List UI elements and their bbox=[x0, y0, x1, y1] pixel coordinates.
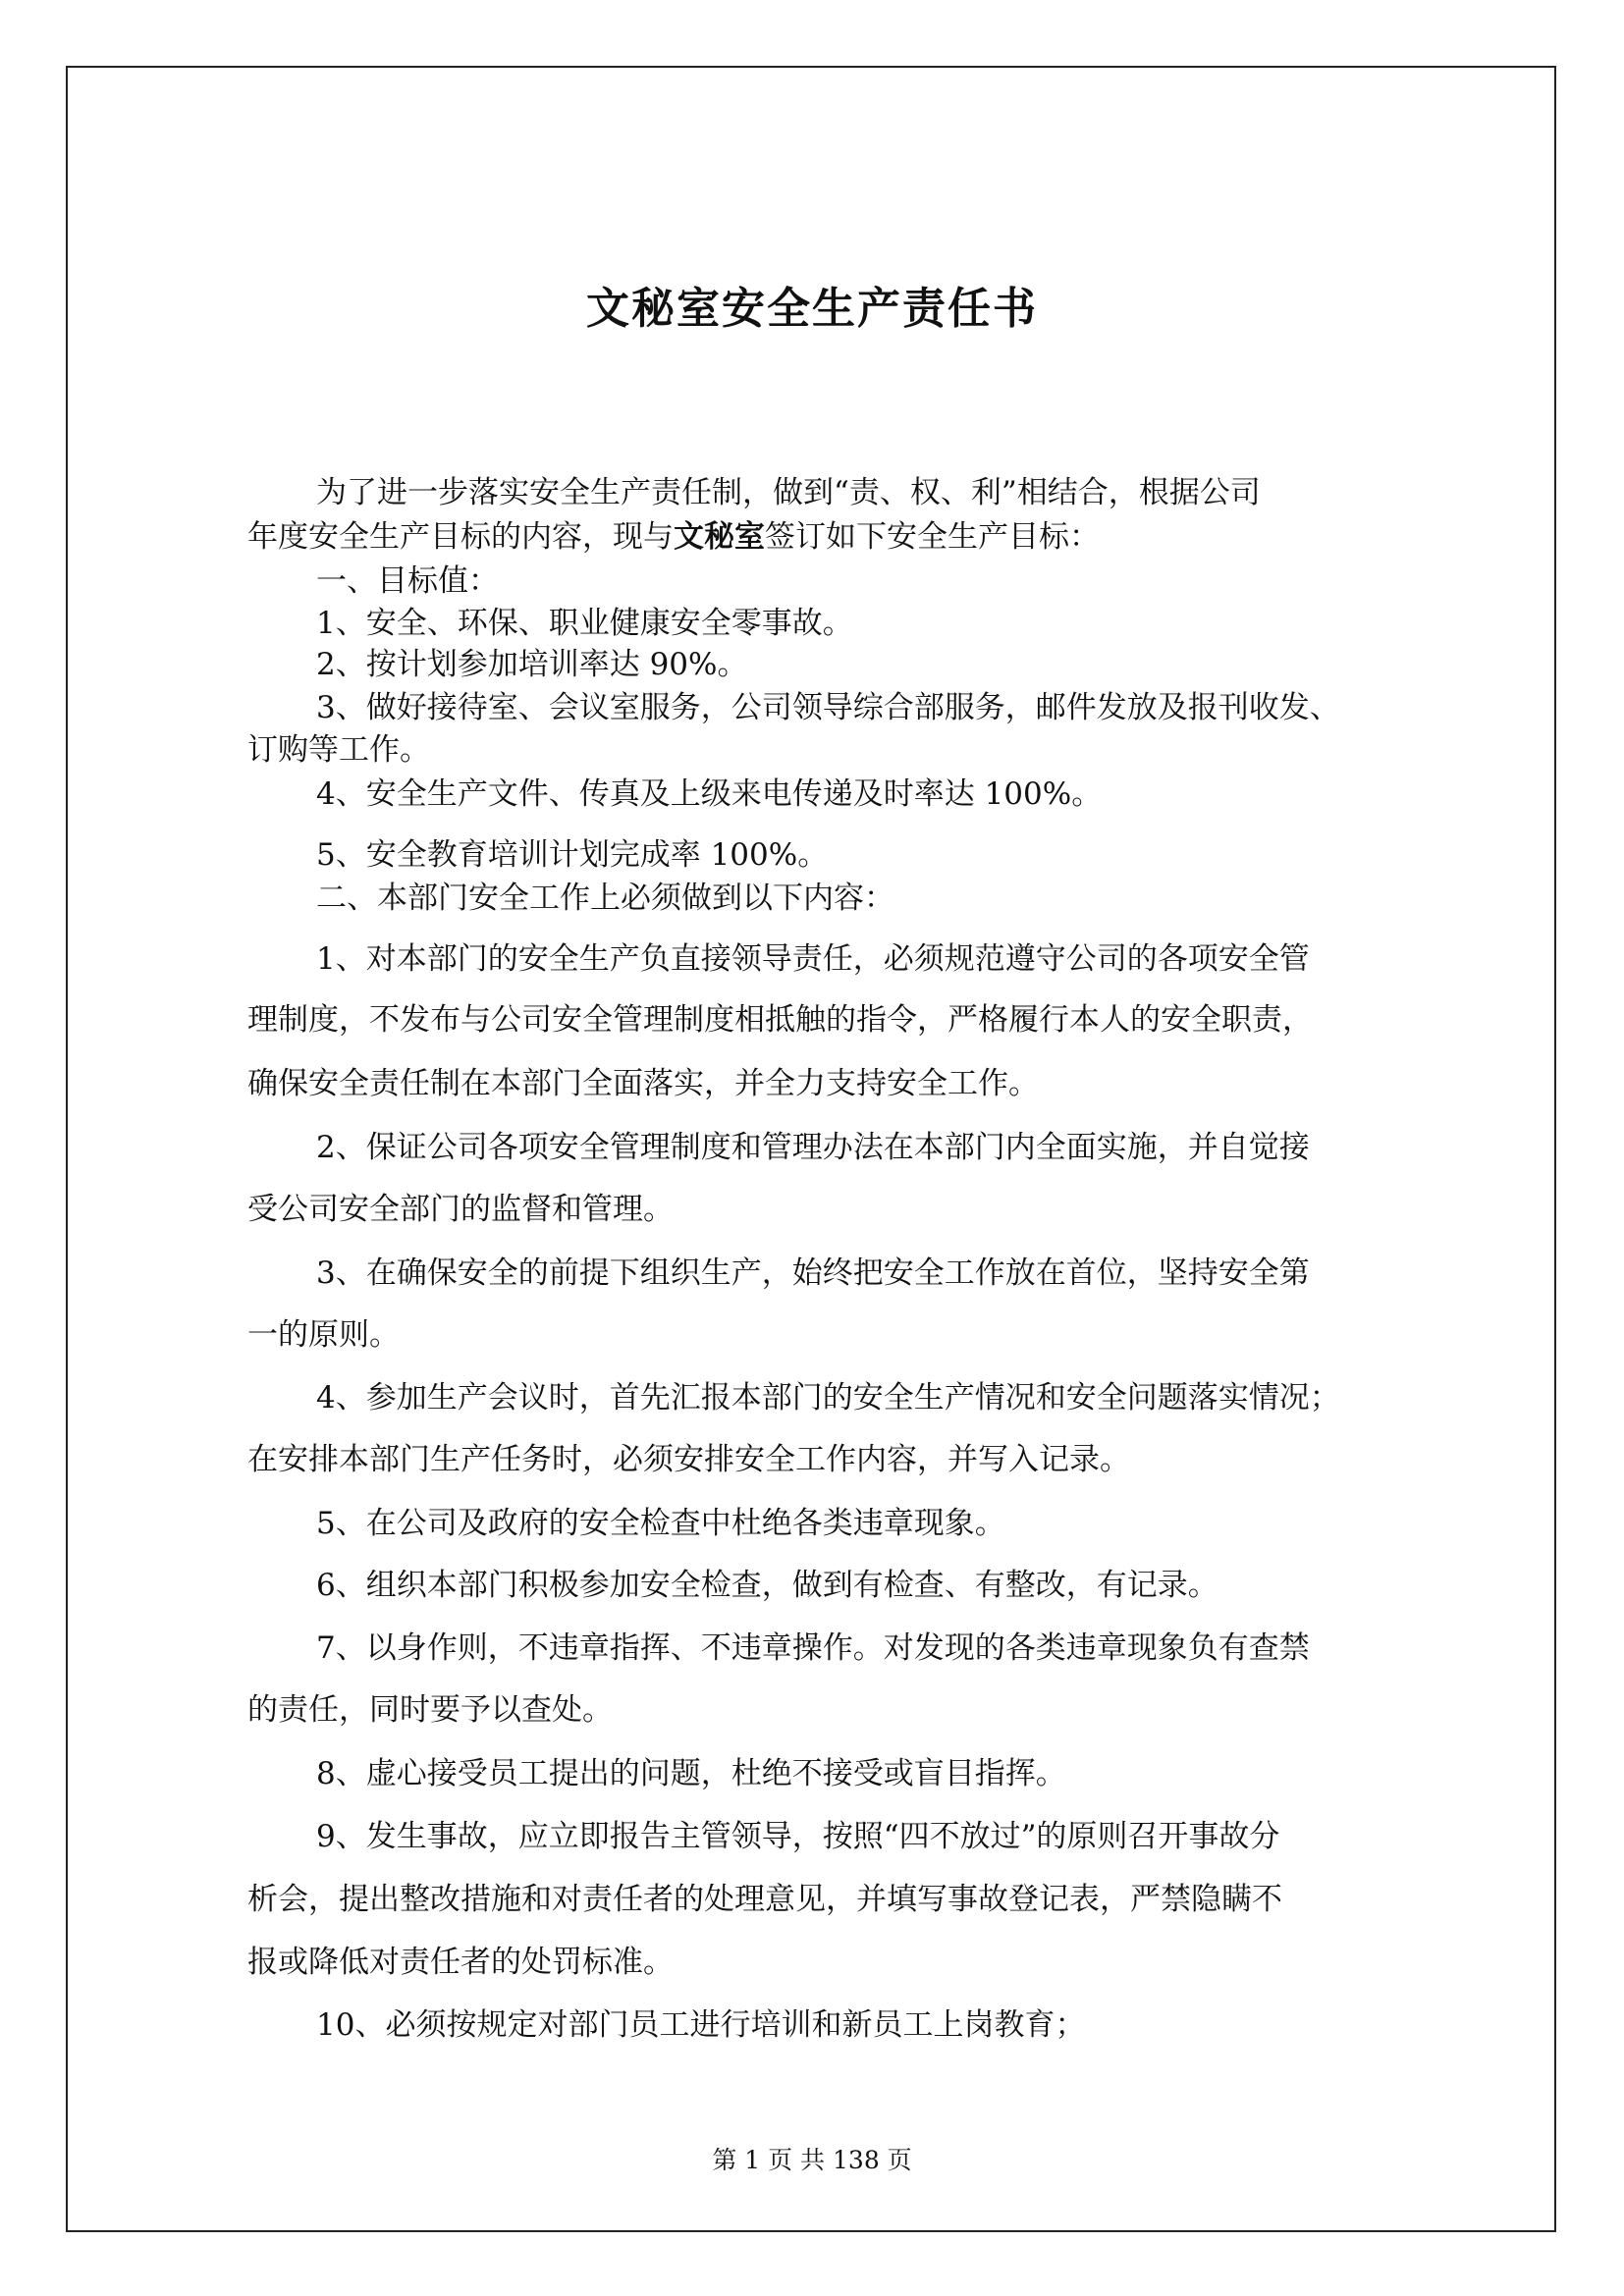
requirement-line: 在安排本部门生产任务时，必须安排安全工作内容，并写入记录。 bbox=[247, 1442, 1130, 1477]
section1-heading: 一、目标值： bbox=[316, 563, 499, 599]
requirement-line: 7、以身作则，不违章指挥、不违章操作。对发现的各类违章现象负有查禁 bbox=[316, 1630, 1310, 1666]
requirement-line: 4、参加生产会议时，首先汇报本部门的安全生产情况和安全问题落实情况； bbox=[316, 1380, 1340, 1415]
requirement-line: 理制度，不发布与公司安全管理制度相抵触的指令，严格履行本人的安全职责， bbox=[247, 1002, 1313, 1038]
document-title: 文秘室安全生产责任书 bbox=[586, 284, 1038, 334]
requirement-line: 确保安全责任制在本部门全面落实，并全力支持安全工作。 bbox=[247, 1066, 1039, 1101]
target-item: 1、安全、环保、职业健康安全零事故。 bbox=[316, 606, 853, 641]
department-name: 文秘室 bbox=[674, 519, 765, 555]
requirement-line: 报或降低对责任者的处罚标准。 bbox=[247, 1945, 674, 1980]
requirement-line: 3、在确保安全的前提下组织生产，始终把安全工作放在首位，坚持安全第 bbox=[316, 1255, 1310, 1291]
target-item: 5、安全教育培训计划完成率 100%。 bbox=[316, 837, 829, 873]
target-item: 2、按计划参加培训率达 90%。 bbox=[316, 647, 748, 682]
intro-text-b: 签订如下安全生产目标： bbox=[765, 519, 1100, 555]
requirement-line: 10、必须按规定对部门员工进行培训和新员工上岗教育； bbox=[316, 2007, 1086, 2043]
intro-text-a: 年度安全生产目标的内容，现与 bbox=[247, 519, 674, 555]
requirement-line: 6、组织本部门积极参加安全检查，做到有检查、有整改，有记录。 bbox=[316, 1568, 1218, 1603]
requirement-line: 8、虚心接受员工提出的问题，杜绝不接受或盲目指挥。 bbox=[316, 1756, 1066, 1791]
requirement-line: 5、在公司及政府的安全检查中杜绝各类违章现象。 bbox=[316, 1506, 1005, 1541]
requirement-line: 1、对本部门的安全生产负直接领导责任，必须规范遵守公司的各项安全管 bbox=[316, 941, 1310, 977]
requirement-line: 一的原则。 bbox=[247, 1317, 400, 1353]
intro-line-2 bbox=[247, 511, 1100, 556]
requirement-line: 9、发生事故，应立即报告主管领导，按照“四不放过”的原则召开事故分 bbox=[316, 1819, 1280, 1854]
requirement-line: 2、保证公司各项安全管理制度和管理办法在本部门内全面实施，并自觉接 bbox=[316, 1130, 1310, 1165]
target-item-continued: 订购等工作。 bbox=[247, 732, 430, 768]
page-number-footer: 第 1 页 共 138 页 bbox=[712, 2146, 912, 2174]
requirement-line: 受公司安全部门的监督和管理。 bbox=[247, 1192, 674, 1227]
target-item: 4、安全生产文件、传真及上级来电传递及时率达 100%。 bbox=[316, 776, 1103, 812]
target-item: 3、做好接待室、会议室服务，公司领导综合部服务，邮件发放及报刊收发、 bbox=[316, 690, 1340, 725]
requirement-line: 析会，提出整改措施和对责任者的处理意见，并填写事故登记表，严禁隐瞒不 bbox=[247, 1882, 1282, 1917]
intro-line-1: 为了进一步落实安全生产责任制，做到“责、权、利”相结合，根据公司 bbox=[316, 475, 1261, 510]
requirement-line: 的责任，同时要予以查处。 bbox=[247, 1692, 613, 1728]
section2-heading: 二、本部门安全工作上必须做到以下内容： bbox=[316, 881, 894, 916]
